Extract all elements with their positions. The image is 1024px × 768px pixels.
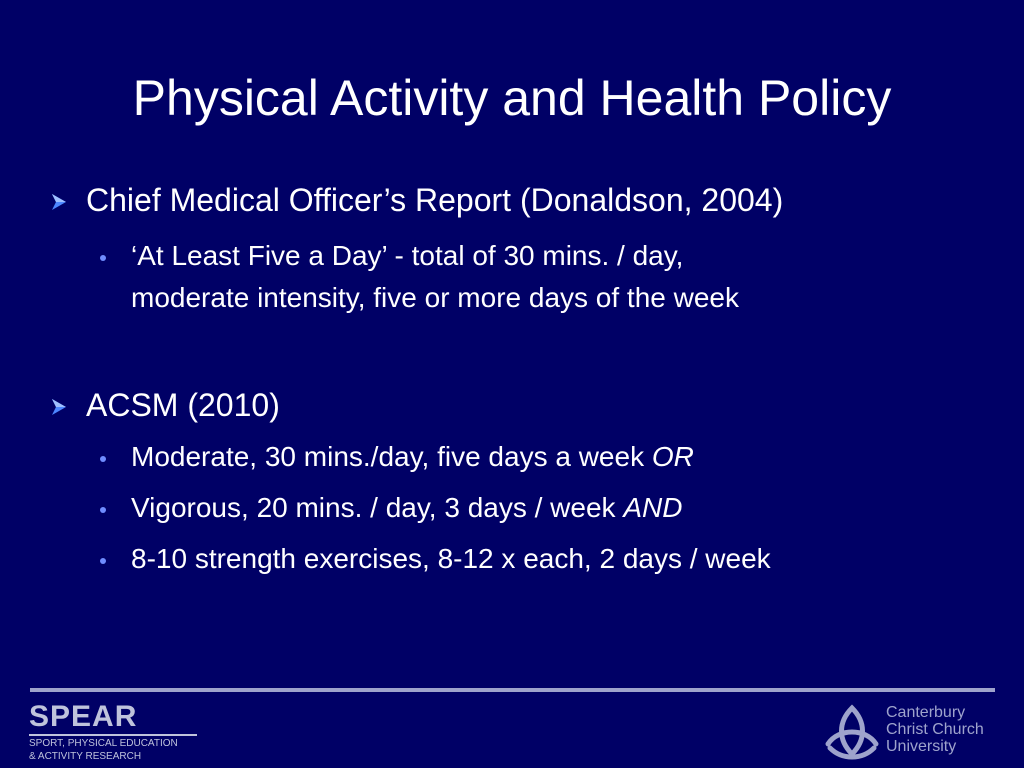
list-item: ‘At Least Five a Day’ - total of 30 mins. / day, <box>131 240 684 271</box>
item-emphasis: AND <box>623 492 683 523</box>
university-logo <box>822 702 1012 762</box>
spear-logo <box>29 700 229 768</box>
arrow-bullet-icon <box>49 192 69 212</box>
bullet-dot <box>100 558 106 564</box>
list-item: moderate intensity, five or more days of the week <box>131 282 739 313</box>
arrow-bullet-icon <box>49 397 69 417</box>
bullet-dot <box>100 507 106 513</box>
list-item <box>131 434 694 479</box>
university-name-line1: Canterbury <box>886 704 966 721</box>
bullet-dot <box>100 456 106 462</box>
slide-title: Physical Activity and Health Policy <box>132 70 892 126</box>
university-name-line3: University <box>886 738 957 755</box>
university-crest-icon <box>822 704 882 760</box>
spear-logo-name: SPEAR <box>29 700 138 733</box>
item-text: Vigorous, 20 mins. / day, 3 days / week <box>131 492 624 523</box>
list-item: 8-10 strength exercises, 8-12 x each, 2 days / week <box>131 543 771 574</box>
spear-logo-rule <box>29 734 197 736</box>
spear-logo-line1: SPORT, PHYSICAL EDUCATION <box>29 738 178 749</box>
bullet-dot <box>100 255 106 261</box>
spear-logo-line2: & ACTIVITY RESEARCH <box>29 751 142 762</box>
section-heading-cmo: Chief Medical Officer’s Report (Donaldson, 2004) <box>86 182 784 218</box>
item-emphasis: OR <box>651 441 694 472</box>
university-name-line2: Christ Church <box>886 721 984 738</box>
footer-divider <box>30 688 995 692</box>
item-text: Moderate, 30 mins./day, five days a week <box>131 441 652 472</box>
section-heading-acsm: ACSM (2010) <box>86 387 280 423</box>
list-item <box>131 485 682 530</box>
